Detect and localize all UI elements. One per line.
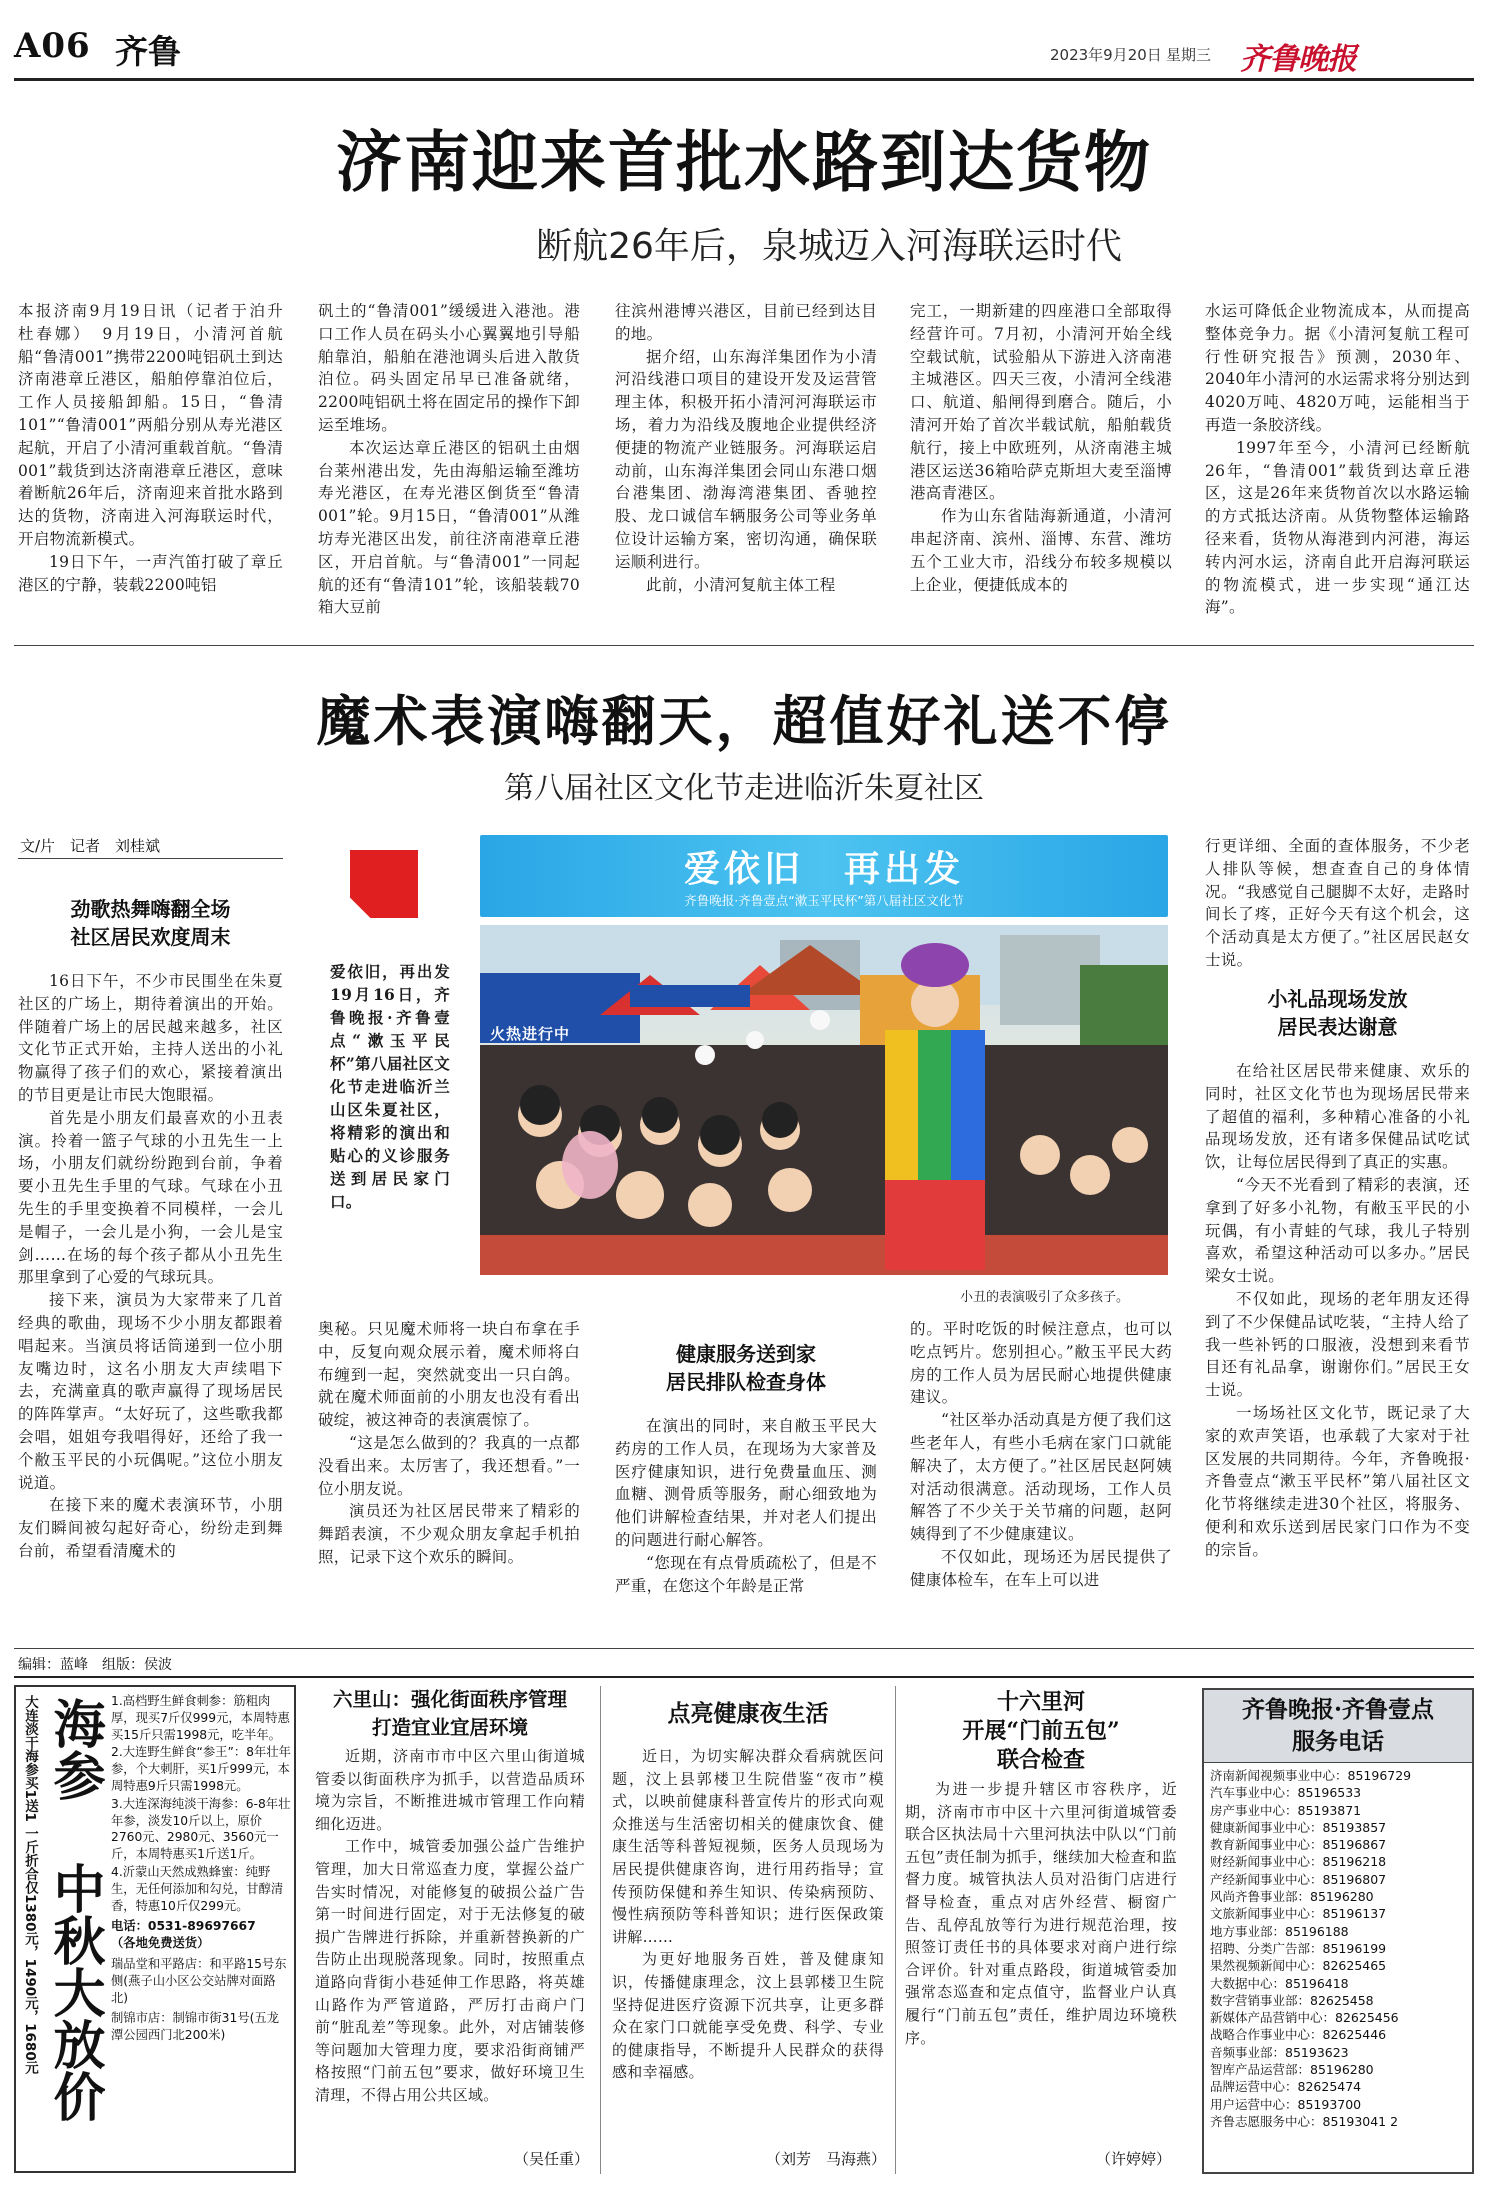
service-dept: 文旅新闻事业中心： bbox=[1210, 1906, 1323, 1922]
service-row bbox=[1210, 1923, 1468, 1940]
service-phone: 85196137 bbox=[1322, 1906, 1387, 1922]
title-line: 六里山：强化街面秩序管理 bbox=[332, 1688, 567, 1711]
paragraph: 接下来，演员为大家带来了几首经典的歌曲，现场不少小朋友都跟着唱起来。当演员将话筒递到一位小朋友嘴边时，这名小朋友大声续唱下去，充满童真的歌声赢得了现场居民的阵阵掌声。“太好玩了，这些歌我都会唱，姐姐夸我唱得好，还给了我一个敝玉平民的小玩偶呢。”这位小朋友说道。 bbox=[18, 1291, 283, 1492]
article2-subhead-2 bbox=[615, 1340, 877, 1396]
service-phone: 85193041 2 bbox=[1322, 2113, 1399, 2129]
paragraph: 在给社区居民带来健康、欢乐的同时，社区文化节也为现场居民带来了超值的福利，多种精心准备的小礼品现场发放，还有诸多保健品试吃试饮，让每位居民得到了真正的实惠。 bbox=[1205, 1062, 1470, 1172]
service-row bbox=[1210, 2044, 1468, 2061]
service-phone: 85196807 bbox=[1322, 1871, 1387, 1887]
service-phone: 85196867 bbox=[1322, 1837, 1387, 1853]
article1-column-2 bbox=[318, 300, 580, 628]
service-dept: 财经新闻事业中心： bbox=[1210, 1854, 1323, 1870]
service-phone: 85196280 bbox=[1310, 2062, 1374, 2078]
ad-item: 2.大连野生鲜食“参王”：8年壮年参，个大刺肝，买1斤999元，本周特惠9斤只需1998元。 bbox=[111, 1745, 291, 1793]
news3-body bbox=[905, 1778, 1177, 2176]
paragraph: 本次运达章丘港区的铝矾土由烟台莱州港出发，先由海船运输至潍坊寿光港区，在寿光港区倒货至“鲁清001”轮。9月15日，“鲁清001”从潍坊寿光港区出发，前往济南港章丘港区，开启首航。与“鲁清001”一同起航的还有“鲁清101”轮，该船装载70箱大豆前 bbox=[318, 438, 580, 617]
article2-column-5 bbox=[1205, 1060, 1470, 1635]
service-row bbox=[1210, 2078, 1468, 2095]
subhead-line: 社区居民欢度周末 bbox=[70, 925, 231, 949]
page-number: A06 bbox=[14, 26, 91, 66]
article2-column-3 bbox=[615, 1415, 877, 1635]
paragraph: 矾土的“鲁清001”缓缓进入港池。港口工作人员在码头小心翼翼地引导船舶靠泊，船舶在港池调头后进入散货泊位。码头固定吊早已准备就绪，2200吨铝矾土将在固定吊的操作下卸运至堆场。 bbox=[318, 302, 580, 434]
service-dept: 音频事业部： bbox=[1210, 2044, 1286, 2060]
article1-column-4 bbox=[910, 300, 1172, 628]
paragraph: 作为山东省陆海新通道，小清河串起济南、滨州、淄博、东营、潍坊五个工业大市，沿线分布较多规模以上企业，便捷低成本的 bbox=[910, 507, 1172, 594]
service-box-title: 齐鲁晚报·齐鲁壹点 bbox=[1241, 1696, 1434, 1723]
ad-item: 4.沂蒙山天然成熟蜂蜜：纯野生，无任何添加和勾兑，甘醇清香，特惠10斤仅299元。 bbox=[111, 1864, 284, 1913]
intro-text: 爱依旧，再出发 19月16日，齐鲁晚报·齐鲁壹点“漱玉平民杯”第八届社区文化节走进临沂兰山区朱夏社区，将精彩的演出和贴心的义诊服务送到居民家门口。 bbox=[330, 962, 450, 1211]
subhead-line: 居民排队检查身体 bbox=[666, 1370, 826, 1394]
paragraph: 近期，济南市市中区六里山街道城管委以街面秩序为抓手，以营造品质环境为宗旨，不断推进城市管理工作向精细化迈进。 bbox=[315, 1747, 585, 1833]
service-row bbox=[1210, 1802, 1468, 1819]
service-phone: 85196218 bbox=[1322, 1854, 1387, 1870]
service-row bbox=[1210, 1871, 1468, 1888]
article2-subhead-3 bbox=[1205, 985, 1470, 1041]
service-phone: 82625458 bbox=[1310, 1992, 1374, 2008]
service-dept: 齐鲁志愿服务中心： bbox=[1210, 2113, 1323, 2129]
red-square-ornament bbox=[350, 850, 418, 918]
service-phone: 85196199 bbox=[1322, 1940, 1387, 1956]
paragraph: 工作中，城管委加强公益广告维护管理，加大日常巡查力度，掌握公益广告实时情况，对能修复的破损公益广告第一时间进行固定，对于无法修复的破损广告牌进行拆除，并重新替换新的广告防止出现脱落现象。同时，按照重点道路向背街小巷延伸工作思路，将英雄山路作为严管道路，严厉打击商户门前“脏乱差”等现象。此外，对店铺装修等问题加大管理力度，要求沿街商铺严格按照“门前五包”要求，做好环境卫生清理，不得占用公共区域。 bbox=[315, 1837, 585, 2104]
service-dept: 汽车事业中心： bbox=[1210, 1785, 1298, 1801]
service-dept: 战略合作事业中心： bbox=[1210, 2027, 1323, 2043]
paragraph: 的。平时吃饭的时候注意点，也可以吃点钙片。您别担心。”敝玉平民大药房的工作人员为居民耐心地提供健康建议。 bbox=[910, 1320, 1172, 1407]
service-dept: 济南新闻视频事业中心： bbox=[1210, 1768, 1348, 1783]
service-phone: 82625456 bbox=[1335, 2010, 1399, 2026]
paragraph: 16日下午，不少市民围坐在朱夏社区的广场上，期待着演出的开始。伴随着广场上的居民越来越多，社区文化节正式开始，主持人送出的小礼物赢得了孩子们的欢心，紧接着演出的节目更是让市民大饱眼福。 bbox=[18, 972, 283, 1104]
service-dept: 产经新闻事业中心： bbox=[1210, 1871, 1323, 1887]
service-row bbox=[1210, 1784, 1468, 1801]
service-row bbox=[1210, 1836, 1468, 1853]
issue-weekday: 星期三 bbox=[1166, 46, 1212, 64]
service-row bbox=[1210, 1940, 1468, 1957]
paragraph: 据介绍，山东海洋集团作为小清河沿线港口项目的建设开发及运营管理主体，积极开拓小清河河海联运市场，着力为沿线及腹地企业提供经济便捷的物流产业链服务。河海联运启动前，山东海洋集团会同山东港口烟台港集团、渤海湾港集团、香驰控股、龙口诚信车辆服务公司等业务单位设计运输方案，密切沟通，确保联运顺利进行。 bbox=[615, 347, 877, 571]
paragraph: 在接下来的魔术表演环节，小朋友们瞬间被勾起好奇心，纷纷走到舞台前，希望看清魔术的 bbox=[18, 1496, 283, 1560]
title-line: 联合检查 bbox=[996, 1747, 1085, 1773]
title-line: 十六里河 bbox=[996, 1689, 1085, 1715]
divider bbox=[895, 1686, 896, 2174]
service-dept: 地方事业部： bbox=[1210, 1923, 1286, 1939]
service-phone-box bbox=[1202, 1688, 1474, 2174]
service-row bbox=[1210, 1957, 1468, 1974]
article1-lead: 本报济南9月19日讯（记者于泊升 杜春娜） 9月19日，小清河首航船“鲁清001”携带2200吨铝矾土到达济南港章丘港区，船舶停靠泊位后，工作人员接船卸船。15日，“鲁清101”“鲁清001”两船分别从寿光港区起航，开启了小清河重载首航。“鲁清001”载货到达济南港章丘港区，意味着断航26年后，济南迎来首批水路到达的货物，济南进入河海联运时代，开启物流新模式。 bbox=[18, 302, 299, 548]
title-line: 打造宜业宜居环境 bbox=[371, 1716, 528, 1739]
section-name: 齐鲁 bbox=[115, 32, 181, 71]
ad-left-strip: 大连淡干海参买1送1 一斤折合仅1380元，1490元，1680元 bbox=[22, 1695, 38, 2075]
paragraph: 为更好地服务百姓，普及健康知识，传播健康理念，汶上县郭楼卫生院坚持促进医疗资源下沉共享，让更多群众在家门口就能享受免费、科学、专业的健康指导，不断提升人民群众的获得感和幸福感。 bbox=[612, 1950, 884, 2082]
service-row bbox=[1210, 2061, 1468, 2078]
news2-title: 点亮健康夜生活 bbox=[667, 1700, 829, 1727]
title-line: 开展“门前五包” bbox=[962, 1718, 1120, 1744]
service-row bbox=[1210, 1992, 1468, 2009]
divider bbox=[18, 858, 283, 859]
service-box-subtitle: 服务电话 bbox=[1292, 1728, 1384, 1755]
service-row bbox=[1210, 1905, 1468, 1922]
service-dept: 招聘、分类广告部： bbox=[1210, 1940, 1323, 1956]
service-row bbox=[1210, 1975, 1468, 1992]
divider bbox=[14, 645, 1474, 646]
photo-illustration bbox=[480, 925, 1168, 1275]
service-row bbox=[1210, 2009, 1468, 2026]
service-dept: 果然视频新闻中心： bbox=[1210, 1958, 1323, 1974]
news1-author: （吴任重） bbox=[510, 2148, 589, 2169]
paragraph: 近日，为切实解决群众看病就医问题，汶上县郭楼卫生院借鉴“夜市”模式，以映前健康科普宣传片的形式向观众推送与生活密切相关的健康饮食、健康生活等科普短视频，医务人员现场为居民提供健康咨询，进行用药指导；宣传预防保健和养生知识、传染病预防、慢性病预防等科普知识；进行医保政策讲解…… bbox=[612, 1747, 884, 1946]
article2-title: 魔术表演嗨翻天，超值好礼送不停 bbox=[316, 689, 1172, 753]
paragraph: 水运可降低企业物流成本，从而提高整体竞争力。据《小清河复航工程可行性研究报告》预测，2030年、2040年小清河的水运需求将分别达到4020万吨、4820万吨，运能相当于再造一条胶济线。 bbox=[1205, 302, 1470, 434]
byline: 文/片 记者 刘桂斌 bbox=[20, 837, 161, 855]
paragraph: 此前，小清河复航主体工程 bbox=[646, 575, 836, 594]
paragraph: 一场场社区文化节，既记录了大家的欢声笑语，也承载了大家对于社区发展的共同期待。今年，齐鲁晚报·齐鲁壹点“漱玉平民杯”第八届社区文化节将继续走进30个社区，将服务、便利和欢乐送到居民家门口作为不变的宗旨。 bbox=[1205, 1403, 1470, 1559]
clown-photo bbox=[480, 925, 1168, 1275]
paragraph: 不仅如此，现场的老年朋友还得到了不少保健品试吃装，“主持人给了我一些补钙的口服液，没想到来看节目还有礼品拿，谢谢你们。”居民王女士说。 bbox=[1205, 1289, 1470, 1400]
paragraph: 行更详细、全面的查体服务，不少老人排队等候，想查查自己的身体情况。“我感觉自己腿脚不太好，走路时间长了疼，正好今天有这个机会，这个活动真是太方便了。”社区居民赵女士说。 bbox=[1205, 837, 1470, 969]
article2-column-4 bbox=[910, 1318, 1172, 1634]
paragraph: 奥秘。只见魔术师将一块白布拿在手中，反复向观众展示着，魔术师将白布缠到一起，突然就变出一只白鸽。就在魔术师面前的小朋友也没有看出破绽，被这神奇的表演震惊了。 bbox=[318, 1320, 580, 1430]
service-row bbox=[1210, 2113, 1468, 2130]
service-row bbox=[1210, 2096, 1468, 2113]
service-row bbox=[1210, 1853, 1468, 1870]
seafood-ad bbox=[14, 1685, 296, 2173]
service-phone: 85196188 bbox=[1285, 1923, 1349, 1939]
service-box-header bbox=[1204, 1690, 1472, 1763]
service-dept: 教育新闻事业中心： bbox=[1210, 1837, 1323, 1853]
issue-date: 2023年9月20日 bbox=[1050, 46, 1162, 64]
service-dept: 健康新闻事业中心： bbox=[1210, 1819, 1323, 1835]
paragraph: “今天不光看到了精彩的表演，还拿到了好多小礼物，有敝玉平民的小玩偶，有小青蛙的气球，我儿子特别喜欢，希望这种活动可以多办。”居民梁女士说。 bbox=[1205, 1175, 1470, 1286]
service-phone: 85196533 bbox=[1297, 1785, 1362, 1801]
event-banner bbox=[480, 835, 1168, 917]
service-row bbox=[1210, 1767, 1468, 1784]
ad-headline-2: 中秋大放价 bbox=[44, 1862, 105, 2122]
banner-subtitle: 齐鲁晚报·齐鲁壹点“漱玉平民杯”第八届社区文化节 bbox=[684, 893, 964, 908]
news1-title bbox=[315, 1686, 585, 1742]
service-phone: 85193857 bbox=[1322, 1819, 1387, 1835]
subhead-line: 居民表达谢意 bbox=[1277, 1015, 1398, 1039]
article1-column-1 bbox=[18, 300, 299, 628]
ad-item: 1.高档野生鲜食刺参：筋粗肉厚，现买7斤仅999元，本周特惠买15斤只需1998元，吃半年。 bbox=[111, 1694, 290, 1742]
paragraph: 首先是小朋友们最喜欢的小丑表演。拎着一篮子气球的小丑先生一上场，小朋友们就纷纷跑到台前，争着要小丑先生手里的气球。气球在小丑先生的手里变换着不同模样，一会儿是帽子，一会儿是小狗，一会儿是宝剑……在场的每个孩子都从小丑先生那里拿到了心爱的气球玩具。 bbox=[18, 1108, 283, 1287]
service-dept: 用户运营中心： bbox=[1210, 2096, 1298, 2112]
news2-body bbox=[612, 1745, 884, 2175]
article2-subtitle: 第八届社区文化节走进临沂朱夏社区 bbox=[504, 771, 984, 806]
paragraph: “社区举办活动真是方便了我们这些老年人，有些小毛病在家门口就能解决了，太方便了。”社区居民赵阿姨对活动很满意。活动现场，工作人员解答了不少关于关节痛的问题，赵阿姨得到了不少健康建议。 bbox=[910, 1411, 1172, 1544]
paragraph: 在演出的同时，来自敝玉平民大药房的工作人员，在现场为大家普及医疗健康知识，进行免费量血压、测血糖、测骨质等服务，耐心细致地为他们讲解检查结果，并对老人们提出的问题进行耐心解答。 bbox=[615, 1417, 877, 1549]
ad-delivery: （各地免费送货） bbox=[111, 1936, 210, 1951]
header-rule bbox=[14, 78, 1474, 81]
service-phone: 85196418 bbox=[1285, 1975, 1349, 1991]
news1-body bbox=[315, 1745, 585, 2175]
divider bbox=[600, 1686, 601, 2174]
article2-intro bbox=[330, 960, 450, 1260]
service-phone: 85196280 bbox=[1310, 1889, 1374, 1905]
service-dept: 房产事业中心： bbox=[1210, 1802, 1298, 1818]
paragraph: 完工，一期新建的四座港口全部取得经营许可。7月初，小清河开始全线空载试航，试验船从下游进入济南港主城港区。四天三夜，小清河全线港口、航道、船闸得到磨合。随后，小清河开始了首次半载试航，船舶载货航行，接上中欧班列，从济南港主城港区运送36箱哈萨克斯坦大麦至淄博港高青港区。 bbox=[910, 302, 1172, 503]
paragraph: “这是怎么做到的？我真的一点都没看出来。太厉害了，我还想看。”一位小朋友说。 bbox=[318, 1433, 580, 1498]
news3-title bbox=[905, 1688, 1177, 1775]
ad-store: 瑞品堂和平路店：和平路15号东侧(燕子山小区公交站牌对面路北) bbox=[111, 1956, 287, 2005]
ad-store: 制锦市店：制锦市街31号(五龙潭公园西门北200米) bbox=[111, 2011, 280, 2043]
service-dept: 智库产品运营部： bbox=[1210, 2062, 1311, 2078]
editor-credits: 编辑：蓝峰 组版：侯波 bbox=[18, 1657, 172, 1673]
paragraph: 1997年至今，小清河已经断航26年，“鲁清001”载货到达章丘港区，这是26年来货物首次以水路运输的方式抵达济南。从货物整体运输路径来看，货物从海港到内河港，海运转内河水运，济南自此开启海河联运的物流模式，进一步实现“通江达海”。 bbox=[1205, 438, 1470, 617]
masthead-logo: 齐鲁晚报 bbox=[1240, 42, 1356, 77]
service-row bbox=[1210, 1888, 1468, 1905]
ad-headline-1: 海参 bbox=[44, 1697, 105, 1801]
service-phone: 85193700 bbox=[1297, 2096, 1362, 2112]
service-dept: 数字营销事业部： bbox=[1210, 1992, 1311, 2008]
paragraph: 演员还为社区居民带来了精彩的舞蹈表演，不少观众朋友拿起手机拍照，记录下这个欢乐的瞬间。 bbox=[318, 1502, 580, 1566]
divider bbox=[14, 1676, 1474, 1678]
paragraph: “您现在有点骨质疏松了，但是不严重，在您这个年龄是正常 bbox=[615, 1553, 877, 1595]
service-row bbox=[1210, 1819, 1468, 1836]
photo-caption: 小丑的表演吸引了众多孩子。 bbox=[960, 1290, 1130, 1305]
service-row bbox=[1210, 2026, 1468, 2043]
service-list bbox=[1204, 1763, 1472, 2130]
paragraph: 19日下午，一声汽笛打破了章丘港区的宁静，装载2200吨铝 bbox=[18, 552, 283, 594]
article2-subhead-1 bbox=[18, 895, 283, 951]
news2-author: （刘芳 马海燕） bbox=[762, 2148, 886, 2169]
subhead-line: 劲歌热舞嗨翻全场 bbox=[70, 897, 231, 921]
banner-title: 爱依旧 再出发 bbox=[683, 849, 964, 890]
service-phone: 82625474 bbox=[1297, 2079, 1362, 2095]
article1-column-3 bbox=[615, 300, 877, 628]
article2-column-1 bbox=[18, 970, 283, 1634]
service-phone: 85196729 bbox=[1347, 1768, 1412, 1783]
subhead-line: 小礼品现场发放 bbox=[1267, 987, 1408, 1011]
paragraph: 为进一步提升辖区市容秩序，近期，济南市市中区十六里河街道城管委联合区执法局十六里河执法中队以“门前五包”责任制为抓手，继续加大检查和监督力度。城管执法人员对沿街门店进行督导检查，重点对店外经营、橱窗广告、乱停乱放等行为进行规范治理，按照签订责任书的具体要求对商户进行综合评价。针对重点路段，街道城管委加强常态巡查和定点值守，监督业户认真履行“门前五包”责任，维护周边环境秩序。 bbox=[905, 1780, 1177, 2047]
article1-column-5 bbox=[1205, 300, 1470, 628]
service-phone: 85193623 bbox=[1285, 2044, 1349, 2060]
paragraph: 不仅如此，现场还为居民提供了健康体检车，在车上可以进 bbox=[910, 1547, 1172, 1589]
news3-author: （许婷婷） bbox=[1092, 2148, 1171, 2169]
service-dept: 风尚齐鲁事业部： bbox=[1210, 1889, 1311, 1905]
tent-sign: 火热进行中 bbox=[490, 1025, 571, 1043]
ad-item: 3.大连深海纯淡干海参：6-8年壮年参，淡发10斤以上，原价2760元、2980元、3560元一斤，本周特惠买1斤送1斤。 bbox=[111, 1796, 291, 1862]
service-phone: 82625446 bbox=[1322, 2027, 1387, 2043]
service-dept: 新媒体产品营销中心： bbox=[1210, 2010, 1336, 2026]
service-dept: 品牌运营中心： bbox=[1210, 2079, 1298, 2095]
article1-title: 济南迎来首批水路到达货物 bbox=[336, 123, 1152, 201]
ad-body bbox=[111, 1693, 291, 2044]
service-phone: 82625465 bbox=[1322, 1958, 1387, 1974]
service-phone: 85193871 bbox=[1297, 1802, 1362, 1818]
article2-column-2 bbox=[318, 1318, 580, 1634]
ad-phone: 电话：0531-89697667 bbox=[111, 1919, 256, 1934]
article1-subtitle: 断航26年后，泉城迈入河海联运时代 bbox=[536, 226, 1122, 267]
service-dept: 大数据中心： bbox=[1210, 1975, 1286, 1991]
article2-column-5-top bbox=[1205, 835, 1470, 975]
paragraph: 往滨州港博兴港区，目前已经到达目的地。 bbox=[615, 302, 877, 343]
subhead-line: 健康服务送到家 bbox=[676, 1342, 816, 1366]
divider bbox=[14, 1648, 1474, 1649]
